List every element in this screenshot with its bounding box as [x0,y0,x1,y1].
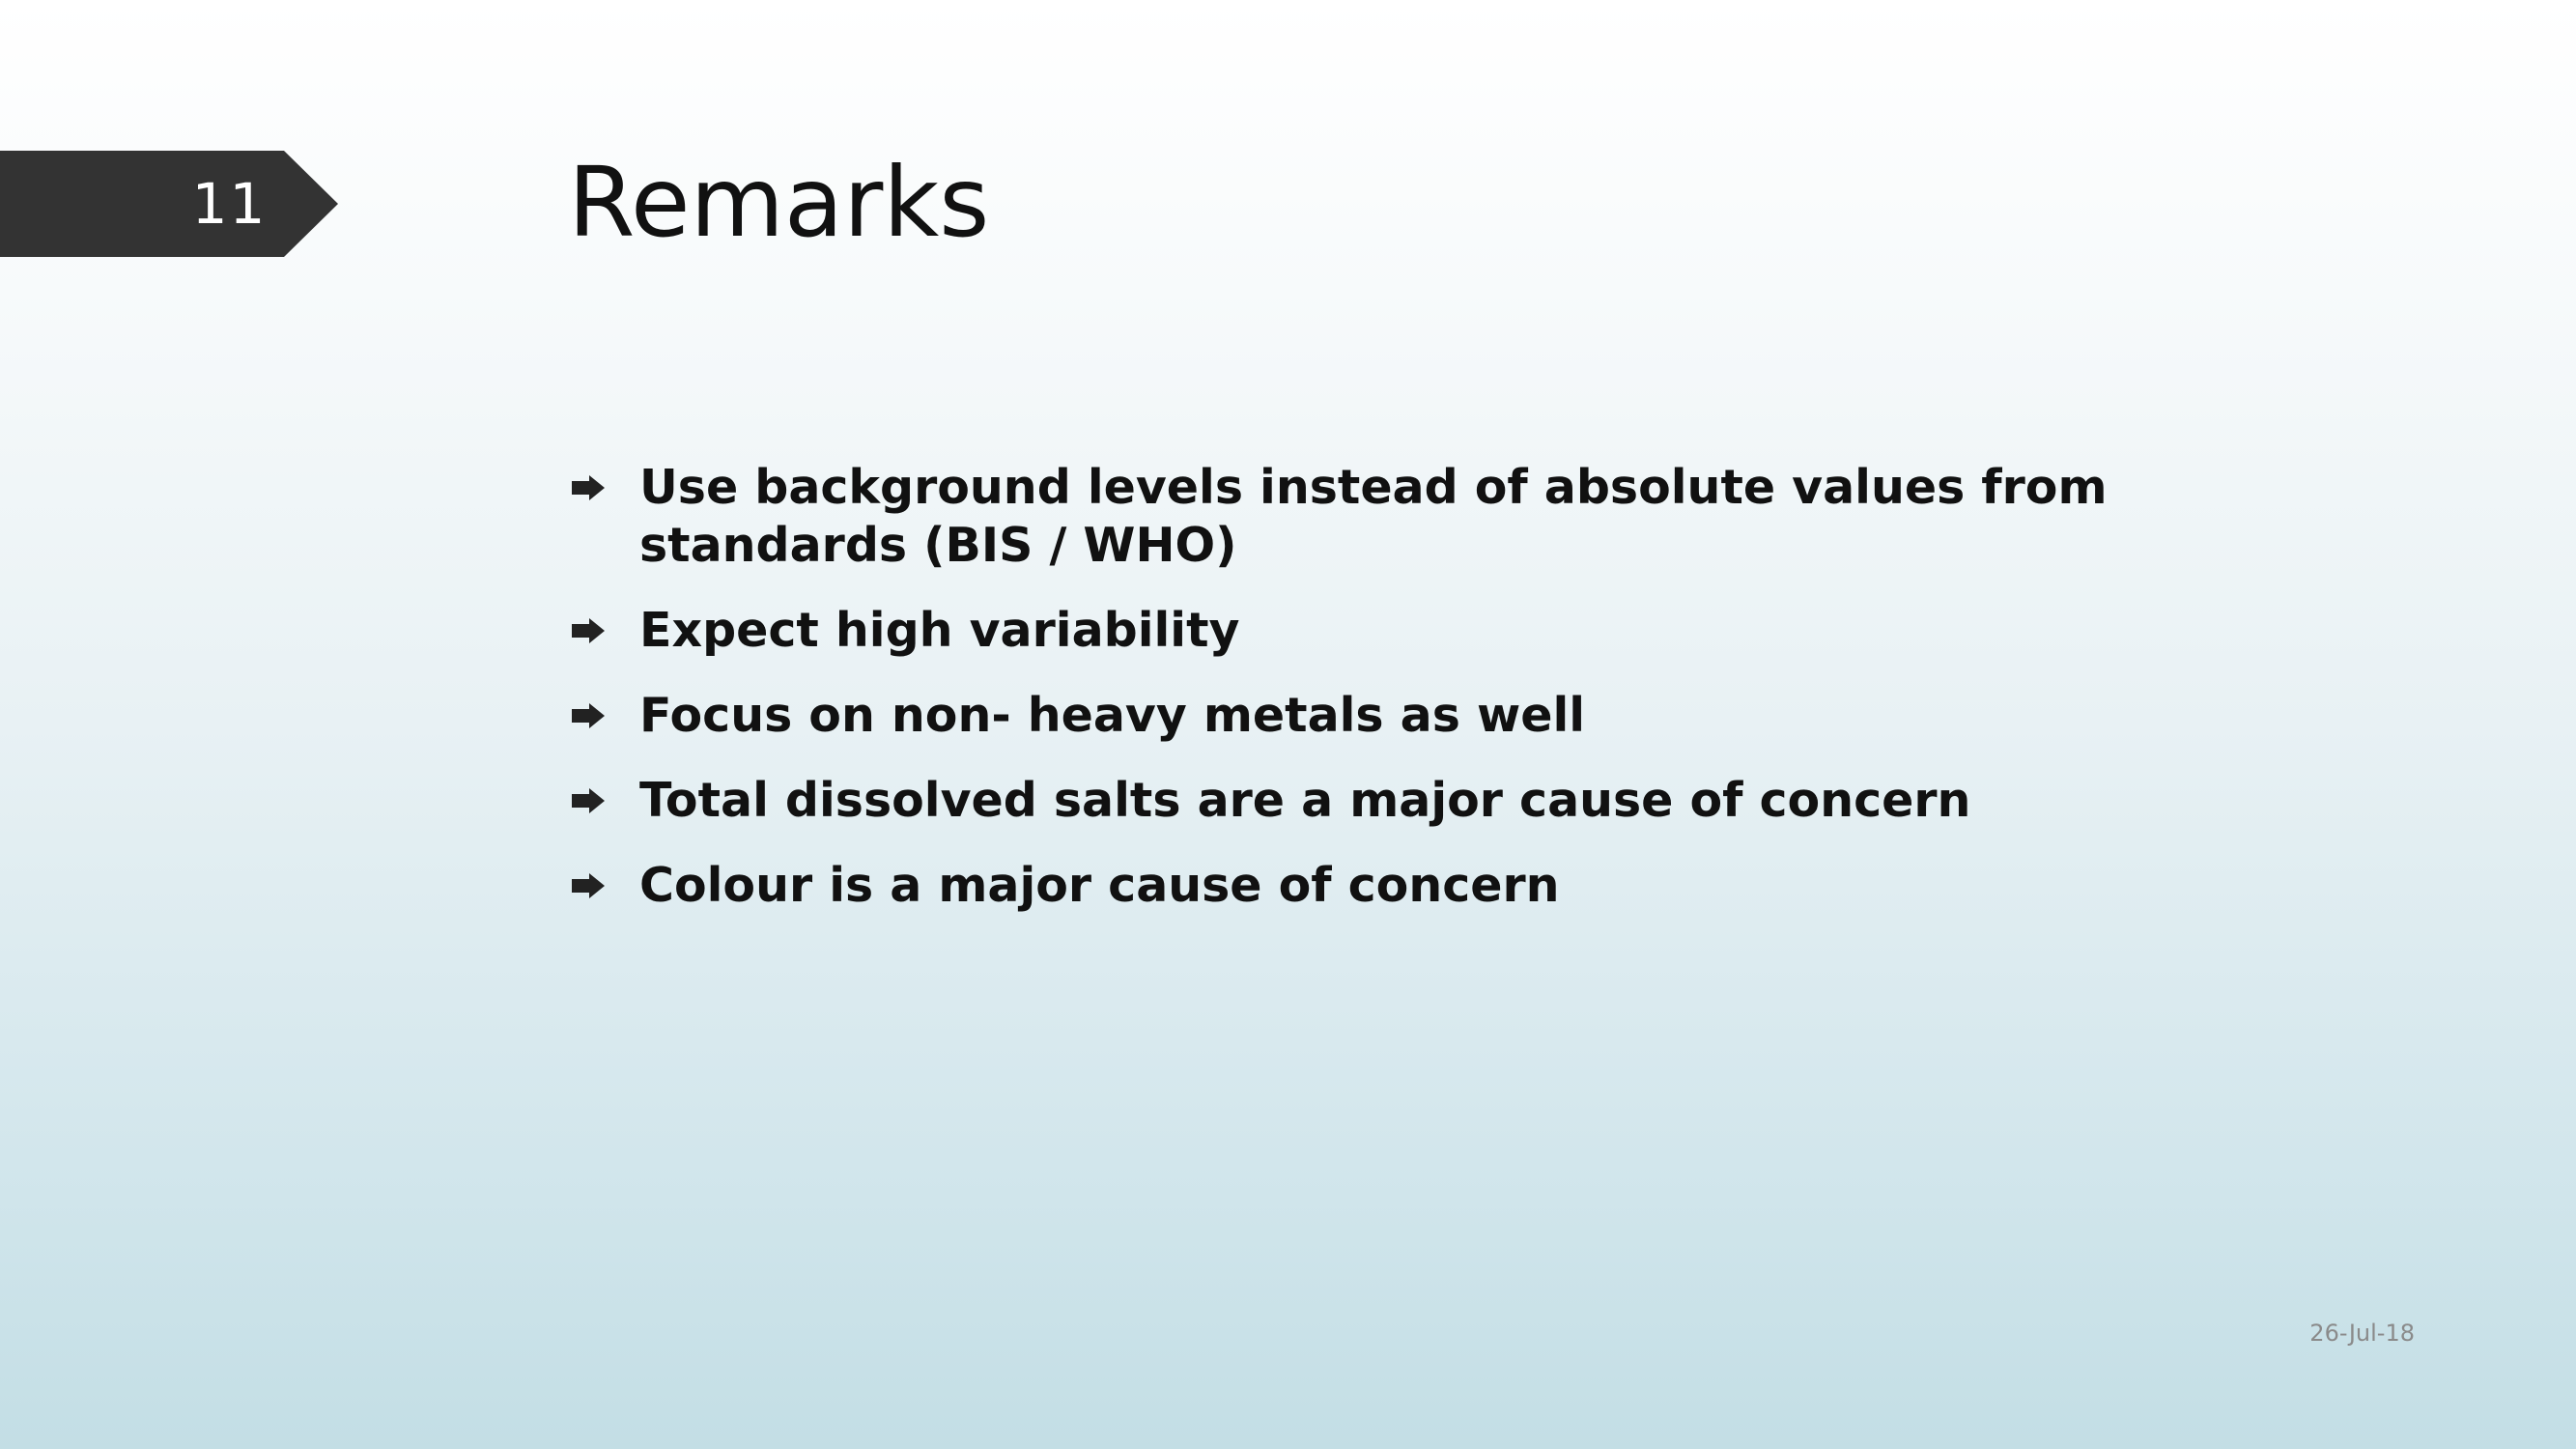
arrow-right-icon [570,616,607,645]
arrow-right-icon [570,871,607,900]
bullet-text: Total dissolved salts are a major cause of concern [639,773,1971,828]
bullet-list [568,459,2335,942]
bullet-item [568,772,2335,830]
bullet-item [568,857,2335,915]
bullet-item [568,459,2335,575]
slide-number: 11 [191,171,268,237]
arrow-right-icon [570,786,607,815]
bullet-text: Colour is a major cause of concern [639,858,1560,913]
bullet-text: Focus on non- heavy metals as well [639,688,1586,743]
bullet-item [568,602,2335,660]
slide-date: 26-Jul-18 [2309,1320,2415,1347]
slide-number-tab [0,151,338,257]
arrow-right-icon [570,473,607,502]
bullet-text: Expect high variability [639,603,1240,658]
slide-title: Remarks [568,146,990,259]
bullet-item [568,687,2335,745]
bullet-text: Use background levels instead of absolute values from standards (BIS / WHO) [639,460,2108,573]
arrow-right-icon [570,701,607,730]
